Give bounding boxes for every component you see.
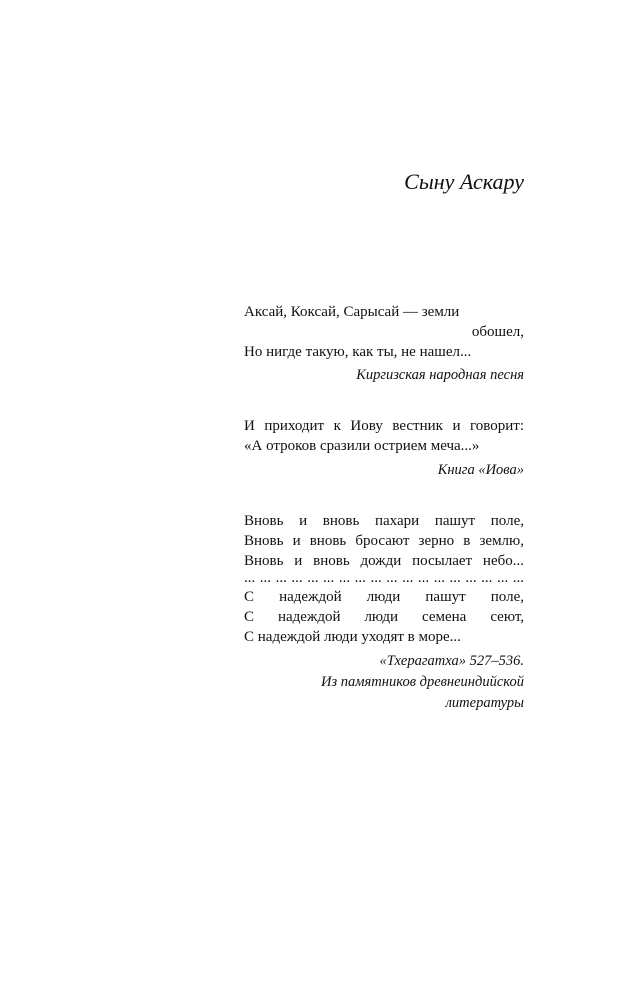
verse-line: С надеждой люди уходят в море...	[244, 629, 461, 645]
verse-line: «А отроков сразили острием меча...»	[244, 438, 480, 454]
epigraph-kyrgyz-song	[244, 302, 524, 386]
verse-line: обошел,	[471, 324, 524, 340]
epigraph-book-of-job	[244, 416, 524, 481]
attribution: «Тхерагатха» 527–536.	[379, 653, 524, 669]
ellipsis-separator: ... ... ... ... ... ... ... ... ... ... ... ... ... ... ... ... ... ...	[244, 571, 524, 586]
verse-line: С надеждой люди семена сеют,	[244, 609, 524, 625]
verse-line: С надеждой люди пашут поле,	[244, 589, 524, 605]
verse-line: Вновь и вновь дожди посылает небо...	[244, 553, 524, 569]
verse-line: Но нигде такую, как ты, не нашел...	[244, 344, 472, 360]
verse-line: И приходит к Иову вестник и говорит:	[244, 418, 524, 434]
attribution: Киргизская народная песня	[356, 367, 524, 383]
verse-line: Вновь и вновь пахари пашут поле,	[244, 513, 524, 529]
verse-line: Вновь и вновь бросают зерно в землю,	[244, 533, 524, 549]
dedication: Сыну Аскару	[404, 169, 524, 194]
attribution: Книга «Иова»	[437, 462, 524, 478]
attribution: литературы	[445, 695, 524, 711]
epigraph-theragatha	[244, 511, 524, 714]
attribution: Из памятников древнеиндийской	[321, 674, 524, 690]
verse-line: Аксай, Коксай, Сарысай — земли	[244, 304, 460, 320]
